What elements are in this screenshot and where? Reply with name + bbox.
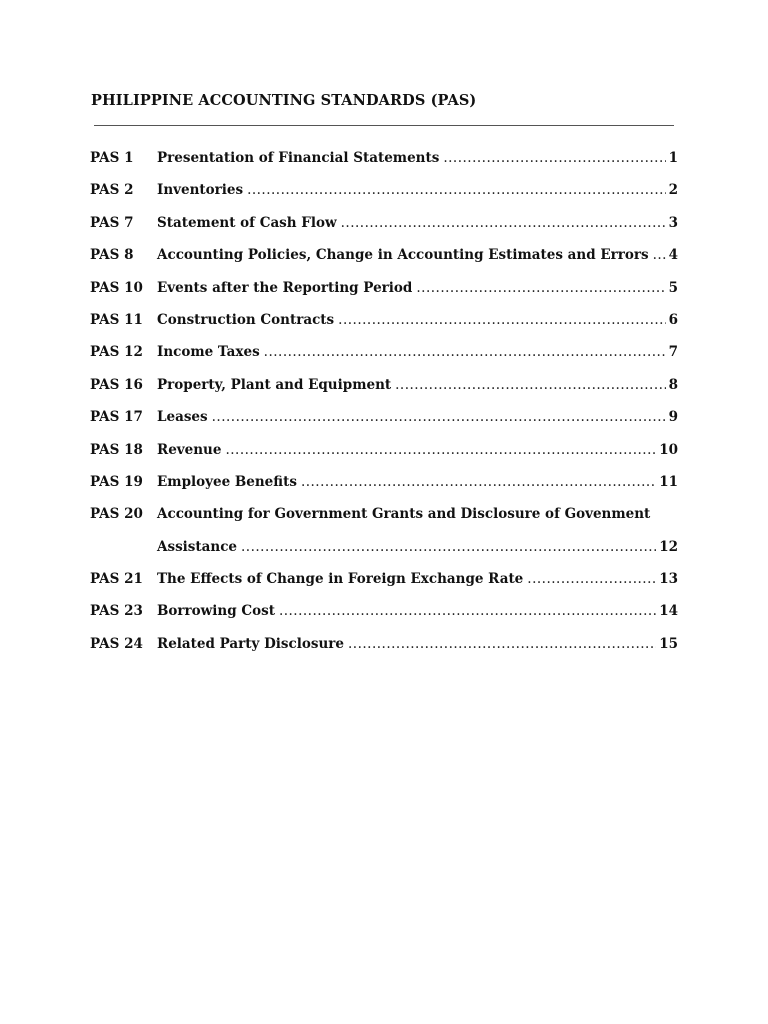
toc-title: Inventories xyxy=(157,182,244,199)
toc-leader xyxy=(348,636,656,652)
toc-code: PAS 10 xyxy=(90,279,143,296)
toc-title: Related Party Disclosure xyxy=(157,635,344,652)
toc-page-number: 11 xyxy=(659,473,678,490)
toc-entry xyxy=(90,442,678,474)
toc-leader xyxy=(301,474,656,490)
toc-entry xyxy=(90,636,678,668)
toc-title: Accounting for Government Grants and Disclosure of Govenment xyxy=(157,506,651,523)
toc-title: Events after the Reporting Period xyxy=(157,279,413,296)
toc-code: PAS 19 xyxy=(90,473,143,490)
toc-entry xyxy=(90,344,678,376)
toc-code: PAS 12 xyxy=(90,344,143,361)
toc-page-number: 4 xyxy=(668,247,678,264)
toc-code: PAS 1 xyxy=(90,150,134,166)
toc-title: Borrowing Cost xyxy=(157,603,275,620)
toc-title: Revenue xyxy=(157,441,222,458)
toc-leader xyxy=(241,539,656,555)
toc-page-number: 12 xyxy=(659,538,678,555)
toc-title: Property, Plant and Equipment xyxy=(157,376,392,393)
toc-code: PAS 8 xyxy=(90,247,134,264)
toc-page-number: 1 xyxy=(668,150,678,166)
toc-entry xyxy=(90,247,678,279)
toc-page-number: 15 xyxy=(659,635,678,652)
toc-entry xyxy=(90,571,678,603)
toc-entry-continuation xyxy=(90,539,678,571)
toc-leader xyxy=(212,409,666,425)
toc-entry xyxy=(90,474,678,506)
toc-page-number: 8 xyxy=(668,376,678,393)
table-of-contents xyxy=(90,150,678,668)
toc-entry xyxy=(90,603,678,635)
toc-leader xyxy=(443,150,665,166)
toc-entry xyxy=(90,312,678,344)
title-divider xyxy=(94,125,674,126)
toc-title: Construction Contracts xyxy=(157,311,335,328)
toc-code: PAS 23 xyxy=(90,603,143,620)
toc-title: Leases xyxy=(157,409,208,426)
toc-page-number: 10 xyxy=(659,441,678,458)
toc-code: PAS 21 xyxy=(90,571,143,588)
toc-page-number: 9 xyxy=(668,409,678,426)
toc-leader xyxy=(527,571,656,587)
toc-leader xyxy=(247,182,666,198)
toc-entry xyxy=(90,280,678,312)
toc-code: PAS 24 xyxy=(90,635,143,652)
toc-page-number: 5 xyxy=(668,279,678,296)
toc-leader xyxy=(341,215,666,231)
page-title: PHILIPPINE ACCOUNTING STANDARDS (PAS) xyxy=(91,92,477,109)
toc-title: Statement of Cash Flow xyxy=(157,214,337,231)
toc-title: Income Taxes xyxy=(157,344,260,361)
toc-page-number: 13 xyxy=(659,571,678,588)
toc-entry xyxy=(90,377,678,409)
toc-code: PAS 18 xyxy=(90,441,143,458)
toc-page-number: 3 xyxy=(668,214,678,231)
toc-code: PAS 11 xyxy=(90,311,143,328)
toc-title: Presentation of Financial Statements xyxy=(157,150,440,166)
toc-entry xyxy=(90,182,678,214)
toc-code: PAS 2 xyxy=(90,182,134,199)
toc-entry xyxy=(90,150,678,182)
toc-leader xyxy=(279,603,656,619)
toc-page-number: 6 xyxy=(668,311,678,328)
toc-page-number: 7 xyxy=(668,344,678,361)
toc-code: PAS 16 xyxy=(90,376,143,393)
toc-leader xyxy=(225,442,656,458)
toc-code: PAS 20 xyxy=(90,506,143,523)
toc-leader xyxy=(653,247,666,263)
toc-entry xyxy=(90,215,678,247)
toc-leader xyxy=(338,312,665,328)
toc-page-number: 14 xyxy=(659,603,678,620)
toc-title: Employee Benefits xyxy=(157,473,297,490)
toc-entry xyxy=(90,506,678,538)
toc-title: Accounting Policies, Change in Accounting Estimates and Errors xyxy=(157,247,649,264)
toc-leader xyxy=(395,377,665,393)
toc-title-continuation: Assistance xyxy=(157,538,238,555)
toc-leader xyxy=(264,344,666,360)
toc-title: The Effects of Change in Foreign Exchange Rate xyxy=(157,571,524,588)
toc-leader xyxy=(416,280,665,296)
toc-code: PAS 7 xyxy=(90,214,134,231)
toc-code: PAS 17 xyxy=(90,409,143,426)
toc-entry xyxy=(90,409,678,441)
toc-page-number: 2 xyxy=(668,182,678,199)
